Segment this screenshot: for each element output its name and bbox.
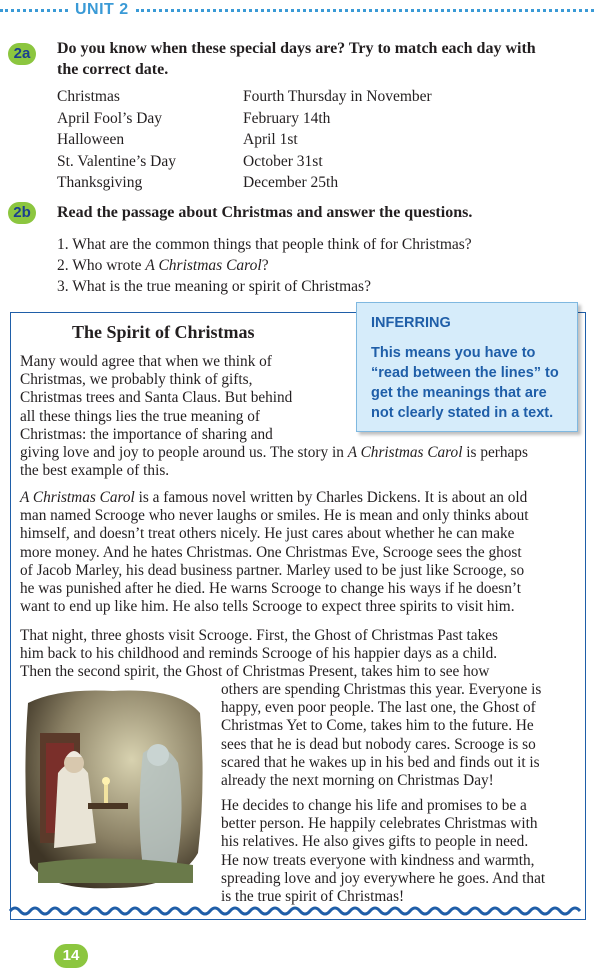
text-line: the best example of this. (20, 462, 170, 480)
tip-line: “read between the lines” to (371, 365, 559, 381)
question-list (57, 234, 472, 297)
text-line: Many would agree that when we think of (20, 353, 272, 370)
text-line: want to end up like him. He also tells Scrooge to expect three spirits to visit him. (20, 598, 515, 616)
instruction-2a (57, 38, 536, 80)
tip-line: This means you have to (371, 345, 536, 361)
text-line: He now treats everyone with kindness and warmth, (221, 851, 535, 869)
text-line: happy, even poor people. The last one, the Ghost of (221, 699, 536, 717)
tip-line: not clearly stated in a text. (371, 405, 554, 421)
text-line: Then the second spirit, the Ghost of Christmas Present, takes him to see how (20, 663, 490, 681)
text-line: him back to his childhood and reminds Scrooge of his happier days as a child. (20, 645, 498, 663)
scrooge-ghost-illustration (18, 683, 208, 894)
badge-2b: 2b (8, 202, 36, 224)
text-line: of Jacob Marley, his dead business partner. Marley used to be just like Scrooge, so (20, 561, 525, 579)
text-line: spreading love and joy everywhere he goes. And that (221, 869, 546, 887)
date-item: April 1st (243, 131, 298, 148)
days-list (57, 86, 176, 194)
day-item: April Fool’s Day (57, 109, 163, 127)
day-item: Christmas (57, 88, 120, 105)
tip-body (371, 343, 559, 423)
paragraph-2 (20, 489, 529, 616)
day-item: Thanksgiving (57, 174, 143, 191)
day-item: Halloween (57, 131, 125, 148)
date-item: October 31st (243, 152, 323, 170)
date-item: Fourth Thursday in November (243, 88, 432, 105)
date-item: December 25th (243, 174, 339, 191)
text-line: man named Scrooge who never laughs or smiles. He is mean and only thinks about (20, 507, 529, 525)
unit-label: UNIT 2 (75, 1, 129, 18)
text-line (20, 489, 529, 507)
question-3: 3. What is the true meaning or spirit of Christmas? (57, 278, 371, 295)
text-line: scared that he wakes up in his bed and finds out it is (221, 753, 540, 771)
unit-header (0, 0, 597, 20)
dates-list (243, 86, 432, 194)
text-span: is a famous novel written by Charles Dickens. It is about an old (134, 489, 528, 506)
text-line (20, 444, 528, 462)
text-line: others are spending Christmas this year. Everyone is (221, 681, 542, 698)
question-2 (57, 255, 472, 276)
header-dots-left (0, 9, 68, 12)
text-line: Christmas Yet to Come, takes him to the future. He (221, 717, 534, 735)
text-span: giving love and joy to people around us. The story in (20, 444, 348, 462)
book-title: A Christmas Carol (20, 489, 135, 506)
text-line: He decides to change his life and promises to be a (221, 797, 527, 814)
text-line: all these things lies the true meaning of (20, 407, 261, 425)
text-line: is the true spirit of Christmas! (221, 888, 405, 906)
question-mark: ? (261, 257, 269, 274)
text-line: he was punished after he died. He warns Scrooge to change his ways if he doesn’t (20, 580, 521, 598)
passage-title: The Spirit of Christmas (72, 322, 255, 342)
question-1: 1. What are the common things that people think of for Christmas? (57, 236, 472, 253)
text-line: himself, and doesn’t treat others nicely. He just cares about whether he can make (20, 525, 515, 543)
paragraph-3-continued (221, 681, 541, 790)
text-line: already the next morning on Christmas Day! (221, 772, 494, 790)
instruction-2a-line2: the correct date. (57, 61, 169, 78)
paragraph-3 (20, 627, 498, 682)
text-line: more money. And he hates Christmas. One Christmas Eve, Scrooge sees the ghost (20, 543, 522, 561)
instruction-2b: Read the passage about Christmas and answer the questions. (57, 204, 473, 221)
day-item: St. Valentine’s Day (57, 152, 176, 170)
text-line: his relatives. He also gives gifts to people in need. (221, 833, 529, 851)
text-line: better person. He happily celebrates Christmas with (221, 815, 538, 833)
text-line: Christmas: the importance of sharing and (20, 425, 273, 443)
book-title: A Christmas Carol (347, 444, 463, 462)
date-item: February 14th (243, 109, 331, 127)
header-dots-right (136, 9, 594, 12)
badge-2a: 2a (8, 43, 36, 65)
text-line: That night, three ghosts visit Scrooge. First, the Ghost of Christmas Past takes (20, 627, 498, 644)
text-span: is perhaps (462, 444, 528, 462)
tip-line: get the meanings that are (371, 385, 547, 401)
instruction-2a-line1: Do you know when these special days are? Try to match each day with (57, 40, 536, 57)
inferring-tip-box (356, 302, 578, 432)
page-number: 14 (54, 944, 88, 968)
tip-title: INFERRING (371, 315, 451, 331)
text-line: Christmas, we probably think of gifts, (20, 371, 253, 389)
paragraph-4 (221, 797, 545, 906)
question-2-text: 2. Who wrote (57, 257, 146, 274)
text-line: sees that he is dead but nobody cares. Scrooge is so (221, 735, 536, 753)
text-line: Christmas trees and Santa Claus. But behind (20, 389, 293, 407)
book-title: A Christmas Carol (145, 257, 262, 274)
